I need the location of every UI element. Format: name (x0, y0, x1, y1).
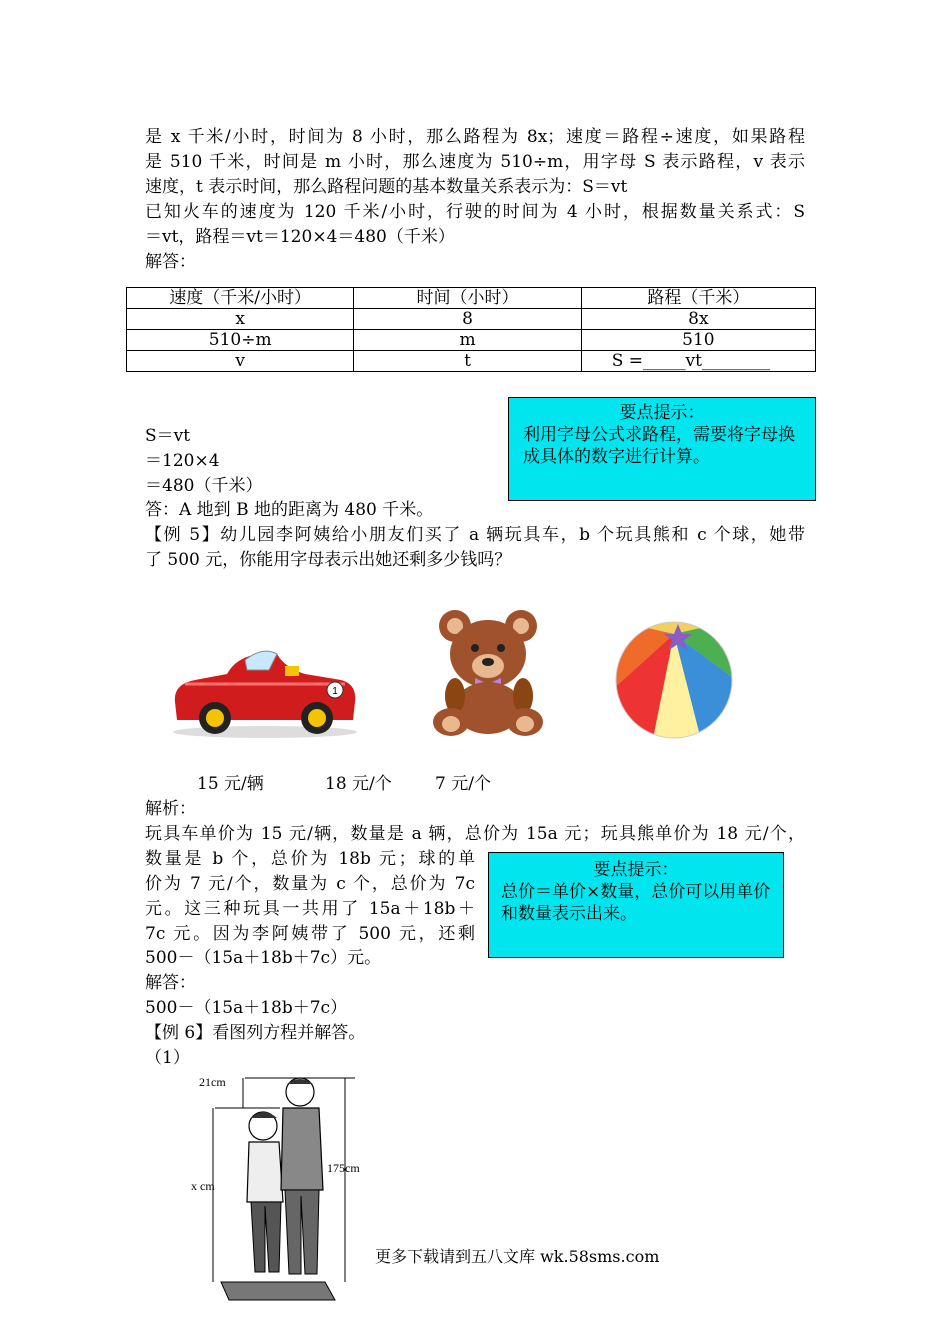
calc-answer: 答：A 地到 B 地的距离为 480 千米。 (145, 500, 434, 520)
analysis-line-2: 数量是 b 个，总价为 18b 元；球的单 (145, 849, 475, 869)
table-row (127, 351, 816, 372)
table-row (127, 330, 816, 351)
intro-line-3: 速度，t 表示时间，那么路程问题的基本数量关系表示为：S＝vt (145, 177, 628, 197)
analysis-line-5: 7c 元。因为李阿姨带了 500 元，还剩 (145, 924, 475, 944)
example5-line-1: 【例 5】幼儿园李阿姨给小朋友们买了 a 辆玩具车，b 个玩具熊和 c 个球，她带 (145, 525, 805, 545)
tip-body: 利用字母公式求路程，需要将字母换成具体的数字进行计算。 (523, 425, 795, 467)
table-header: 速度（千米/小时） (127, 288, 354, 309)
table-cell: 8 (354, 309, 581, 330)
height-diagram (185, 1072, 380, 1312)
calc-line-1: S＝vt (145, 426, 191, 446)
analysis-line-1: 玩具车单价为 15 元/辆，数量是 a 辆，总价为 15a 元；玩具熊单价为 18 元/个， (145, 824, 805, 844)
tip-box-2 (488, 852, 784, 958)
example5-line-2: 了 500 元，你能用字母表示出她还剩多少钱吗？ (145, 550, 512, 570)
label-21cm: 21cm (199, 1075, 226, 1089)
analysis-heading: 解析： (145, 799, 196, 819)
car-number: 1 (332, 686, 338, 697)
analysis-line-3: 价为 7 元/个，数量为 c 个，总价为 7c (145, 874, 475, 894)
label-x-cm: x cm (191, 1179, 215, 1193)
calc-line-3: ＝480（千米） (145, 476, 263, 496)
intro-line-2: 是 510 千米，时间是 m 小时，那么速度为 510÷m，用字母 S 表示路程，v 表示 (145, 152, 805, 172)
table-header: 时间（小时） (354, 288, 581, 309)
table-cell: 510÷m (127, 330, 354, 351)
table-cell: t (354, 351, 581, 372)
table-header-row (127, 288, 816, 309)
analysis-line-6: 500－（15a＋18b＋7c）元。 (145, 948, 382, 968)
answer-label: 解答： (145, 252, 196, 272)
table-cell: 510 (581, 330, 815, 351)
table-cell: m (354, 330, 581, 351)
table-row (127, 309, 816, 330)
table-cell: x (127, 309, 354, 330)
table-header: 路程（千米） (581, 288, 815, 309)
example6-title: 【例 6】看图列方程并解答。 (145, 1023, 366, 1043)
calc-line-2: ＝120×4 (145, 451, 220, 471)
intro-line-4: 已知火车的速度为 120 千米/小时，行驶的时间为 4 小时，根据数量关系式：S (145, 202, 805, 222)
tip-body: 总价＝单价×数量，总价可以用单价和数量表示出来。 (501, 882, 771, 924)
teddy-bear-image (425, 608, 555, 740)
table-cell: S =_____vt________ (581, 351, 815, 372)
intro-line-5: ＝vt，路程＝vt＝120×4＝480（千米） (145, 227, 455, 247)
ball-price: 7 元/个 (435, 774, 491, 794)
footer-watermark: 更多下载请到五八文库 wk.58sms.com (375, 1247, 660, 1266)
car-price: 15 元/辆 (197, 774, 264, 794)
speed-time-distance-table (126, 287, 816, 372)
tip-box-1 (508, 397, 816, 501)
intro-line-1: 是 x 千米/小时，时间为 8 小时，那么路程为 8x；速度＝路程÷速度，如果路程 (145, 127, 805, 147)
label-175cm: 175cm (327, 1161, 360, 1175)
table-cell: 8x (581, 309, 815, 330)
ball-image (612, 620, 736, 744)
answer-heading: 解答： (145, 973, 196, 993)
tip-title: 要点提示： (593, 860, 679, 880)
answer-expression: 500－（15a＋18b＋7c） (145, 998, 348, 1018)
analysis-line-4: 元。这三种玩具一共用了 15a＋18b＋ (145, 899, 475, 919)
bear-price: 18 元/个 (325, 774, 392, 794)
toy-car-image (165, 640, 365, 740)
example6-sub: （1） (145, 1048, 190, 1068)
tip-title: 要点提示： (619, 403, 705, 423)
table-cell: v (127, 351, 354, 372)
